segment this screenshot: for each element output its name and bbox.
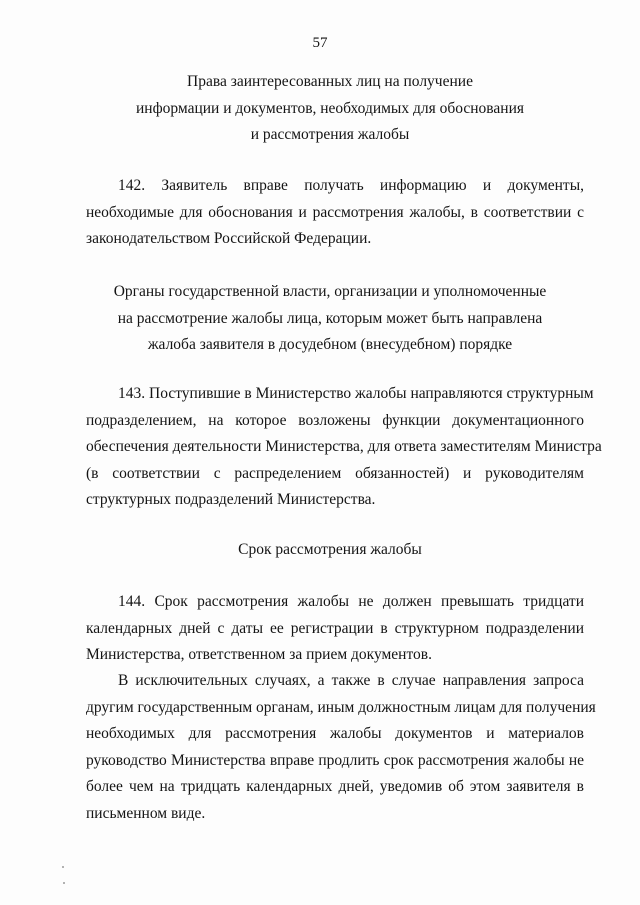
paragraph-line: 142. Заявитель вправе получать информацию и документы, <box>118 177 584 194</box>
paragraph-line: более чем на тридцать календарных дней, уведомив об этом заявителя в <box>86 778 584 796</box>
scan-speck <box>63 882 65 884</box>
section-heading-rights <box>60 69 600 149</box>
paragraph-line: обеспечения деятельности Министерства, для ответа заместителям Министра <box>86 438 602 456</box>
paragraph-line: необходимых для рассмотрения жалобы документов и материалов <box>86 725 584 743</box>
heading-line: Права заинтересованных лиц на получение <box>187 73 473 90</box>
paragraph-144-continuation <box>86 668 596 828</box>
heading-line: Срок рассмотрения жалобы <box>238 541 422 558</box>
paragraph-line: (в соответствии с распределением обязанностей) и руководителям <box>86 464 584 482</box>
paragraph-line: другим государственным органам, иным должностным лицам для получения <box>86 698 596 716</box>
paragraph-line: В исключительных случаях, а также в случае направления запроса <box>118 672 584 689</box>
heading-line: и рассмотрения жалобы <box>250 126 410 143</box>
paragraph-line: законодательством Российской Федерации. <box>86 230 372 248</box>
scan-speck <box>62 866 64 868</box>
page-number: 57 <box>312 35 328 51</box>
paragraph-144 <box>86 589 584 669</box>
heading-line: Органы государственной власти, организации и уполномоченные <box>113 283 547 300</box>
section-heading-authorities <box>60 279 600 359</box>
heading-line: информации и документов, необходимых для обоснования <box>135 99 525 117</box>
paragraph-line: письменном виде. <box>86 804 206 822</box>
paragraph-line: Министерства, ответственном за прием документов. <box>86 646 432 664</box>
paragraph-line: календарных дней с даты ее регистрации в структурном подразделении <box>86 619 584 637</box>
paragraph-line: структурных подразделений Министерства. <box>86 491 376 509</box>
paragraph-line: руководство Министерства вправе продлить срок рассмотрения жалобы не <box>86 751 584 769</box>
paragraph-line: 143. Поступившие в Министерство жалобы направляются структурным <box>118 385 594 402</box>
paragraph-line: 144. Срок рассмотрения жалобы не должен превышать тридцати <box>118 593 584 610</box>
paragraph-line: подразделением, на которое возложены функции документационного <box>86 411 584 429</box>
heading-line: на рассмотрение жалобы лица, которым может быть направлена <box>117 309 543 327</box>
paragraph-line: необходимые для обоснования и рассмотрения жалобы, в соответствии с <box>86 203 584 221</box>
paragraph-142 <box>86 173 584 253</box>
heading-line: жалоба заявителя в досудебном (внесудебном) порядке <box>147 336 513 353</box>
paragraph-143 <box>86 381 602 514</box>
section-heading-term <box>60 540 600 560</box>
